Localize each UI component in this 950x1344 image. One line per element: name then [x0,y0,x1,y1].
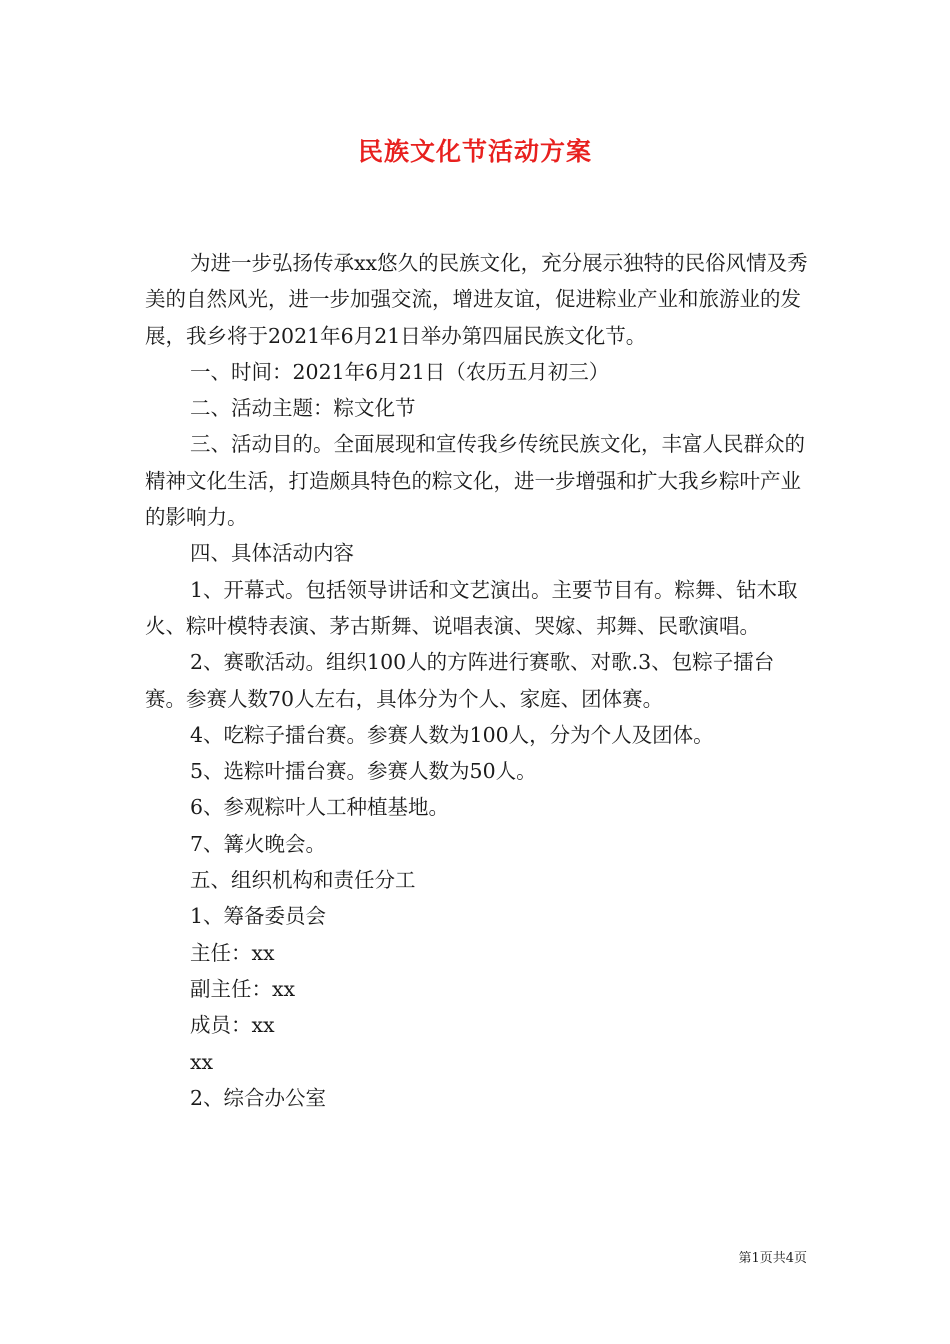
paragraph-opening: 1、开幕式。包括领导讲话和文艺演出。主要节目有。粽舞、钻木取火、粽叶模特表演、茅古斯舞、说唱表演、哭嫁、邦舞、民歌演唱。 [145,577,798,638]
paragraph-purpose: 三、活动目的。全面展现和宣传我乡传统民族文化，丰富人民群众的精神文化生活，打造颇具特色的粽文化，进一步增强和扩大我乡粽叶产业的影响力。 [145,432,805,530]
paragraph-members-cont: xx [190,1049,214,1074]
paragraph-intro: 为进一步弘扬传承xx悠久的民族文化，充分展示独特的民俗风情及秀美的自然风光，进一步加强交流，增进友谊，促进粽业产业和旅游业的发展，我乡将于2021年6月21日举办第四届民族文化节。 [145,251,808,348]
paragraph-general-office: 2、综合办公室 [190,1085,327,1110]
paragraph-activities-heading: 四、具体活动内容 [190,541,354,566]
paragraph-leaf-contest: 5、选粽叶擂台赛。参赛人数为50人。 [190,759,537,784]
document-title: 民族文化节活动方案 [357,137,592,166]
paragraph-singing: 2、赛歌活动。组织100人的方阵进行赛歌、对歌.3、包粽子擂台赛。参赛人数70人左右，具体分为个人、家庭、团体赛。 [145,650,775,711]
paragraph-deputy-director: 副主任：xx [190,976,296,1001]
paragraph-bonfire: 7、篝火晚会。 [190,831,327,856]
paragraph-theme: 二、活动主题：粽文化节 [190,396,416,421]
paragraph-director: 主任：xx [190,940,275,965]
paragraph-eating-contest: 4、吃粽子擂台赛。参赛人数为100人，分为个人及团体。 [190,722,714,747]
paragraph-visit: 6、参观粽叶人工种植基地。 [190,795,450,820]
paragraph-members: 成员：xx [190,1013,275,1038]
paragraph-time: 一、时间：2021年6月21日（农历五月初三） [190,359,610,384]
paragraph-committee: 1、筹备委员会 [190,904,327,929]
document-body [145,245,810,1116]
page-number: 第1页共4页 [738,1251,807,1266]
paragraph-organization-heading: 五、组织机构和责任分工 [190,868,416,893]
